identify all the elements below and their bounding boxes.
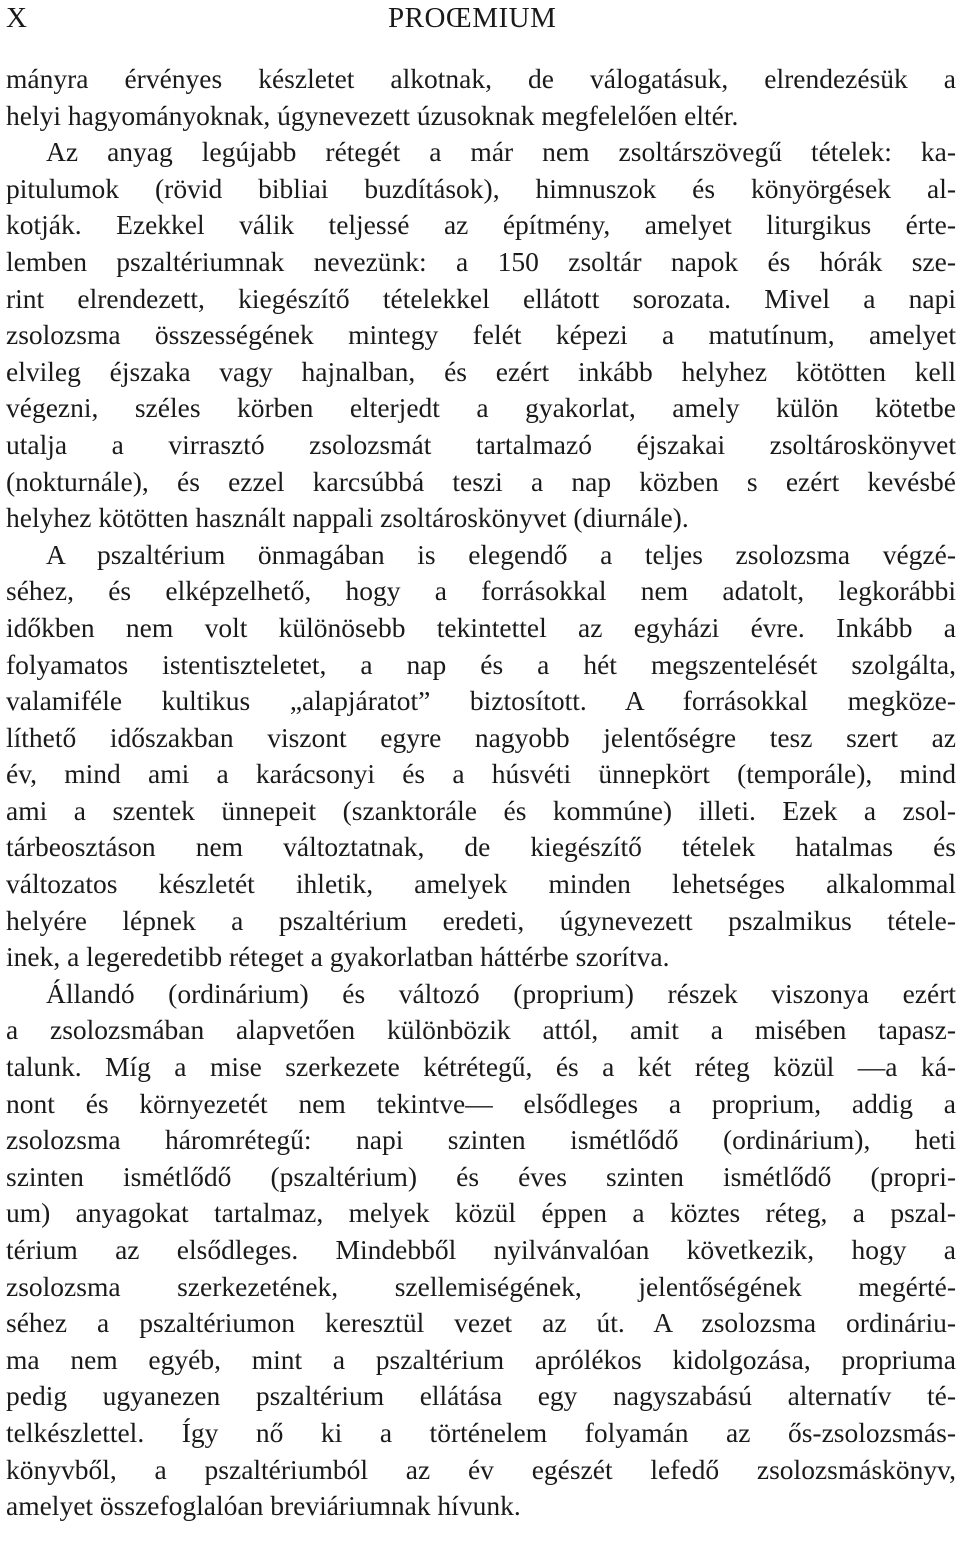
text-line: elvileg éjszaka vagy hajnalban, és ezért inkább helyhez kötötten kell xyxy=(6,355,956,387)
text-line: változatos készletét ihletik, amelyek minden lehetséges alkalommal xyxy=(6,868,956,900)
text-line: végezni, széles körben elterjedt a gyakorlat, amely külön kötetbe xyxy=(6,392,956,424)
text-line: a zsolozsmában alapvetően különbözik attól, amit a misében tapasz- xyxy=(6,1014,956,1046)
text-line: inek, a legeredetibb réteget a gyakorlatban háttérbe szorítva. xyxy=(6,941,670,973)
text-line: amelyet összefoglalóan breviáriumnak hívunk. xyxy=(6,1490,521,1522)
text-line: kotják. Ezekkel válik teljessé az építmény, amelyet liturgikus érte- xyxy=(6,209,956,241)
text-line: (nokturnále), és ezzel karcsúbbá teszi a nap közben s ezért kevésbé xyxy=(6,465,956,497)
text-line: folyamatos istentiszteletet, a nap és a hét megszentelését szolgálta, xyxy=(6,648,956,680)
text-line: valamiféle kultikus „alapjáratot” biztosított. A forrásokkal megköze- xyxy=(6,685,956,717)
text-line: séhez a pszaltériumon keresztül vezet az út. A zsolozsma ordináriu- xyxy=(6,1307,956,1339)
text-line: pitulumok (rövid bibliai buzdítások), himnuszok és könyörgések al- xyxy=(6,172,956,204)
text-line: helyi hagyományoknak, úgynevezett úzusoknak megfelelően eltér. xyxy=(6,99,739,131)
text-line-paragraph-start: Állandó (ordinárium) és változó (proprium) részek viszonya ezért xyxy=(46,977,956,1009)
text-line: helyhez kötötten használt nappali zsoltároskönyvet (diurnále). xyxy=(6,502,689,534)
running-title: PROŒMIUM xyxy=(388,2,557,34)
text-line: zsolozsma szerkezetének, szellemiségének, jelentőségének megérté- xyxy=(6,1270,956,1302)
text-line: térium az elsődleges. Mindebből nyilvánvalóan következik, hogy a xyxy=(6,1234,956,1265)
text-line: zsolozsma háromrétegű: napi szinten ismétlődő (ordinárium), heti xyxy=(6,1124,956,1156)
text-line: utalja a virrasztó zsolozsmát tartalmazó éjszakai zsoltároskönyvet xyxy=(6,428,956,460)
text-line: zsolozsma összességének mintegy felét képezi a matutínum, amelyet xyxy=(6,319,956,351)
text-line: év, mind ami a karácsonyi és a húsvéti ünnepkört (temporále), mind xyxy=(6,758,956,790)
text-line: telkészlettel. Így nő ki a történelem folyamán az ős-zsolozsmás- xyxy=(6,1416,956,1448)
text-line: ma nem egyéb, mint a pszaltérium aprólékos kidolgozása, propriuma xyxy=(6,1343,956,1375)
text-line: talunk. Míg a mise szerkezete kétrétegű, és a két réteg közül —a ká- xyxy=(6,1051,956,1083)
text-line: rint elrendezett, kiegészítő tételekkel ellátott sorozata. Mivel a napi xyxy=(6,282,956,314)
text-line: könyvből, a pszaltériumból az év egészét lefedő zsolozsmáskönyv, xyxy=(6,1453,956,1485)
body-text xyxy=(6,61,956,1525)
text-line: időkben nem volt különösebb tekintettel az egyházi évre. Inkább a xyxy=(6,611,956,643)
text-line: szinten ismétlődő (pszaltérium) és éves szinten ismétlődő (propri- xyxy=(6,1160,956,1192)
page-number: X xyxy=(6,2,28,34)
text-line: um) anyagokat tartalmaz, melyek közül éppen a köztes réteg, a pszal- xyxy=(6,1197,956,1229)
text-line-paragraph-start: Az anyag legújabb rétegét a már nem zsoltárszövegű tételek: ka- xyxy=(46,136,956,168)
running-head xyxy=(6,0,954,36)
text-line: tárbeosztáson nem változtatnak, de kiegészítő tételek hatalmas és xyxy=(6,831,956,863)
text-line: ami a szentek ünnepeit (szanktorále és kommúne) illeti. Ezek a zsol- xyxy=(6,794,956,826)
text-line: lemben pszaltériumnak nevezünk: a 150 zsoltár napok és hórák sze- xyxy=(6,245,956,277)
text-line: mányra érvényes készletet alkotnak, de válogatásuk, elrendezésük a xyxy=(6,63,956,94)
text-line: séhez, és elképzelhető, hogy a forrásokkal nem adatolt, legkorábbi xyxy=(6,575,956,607)
text-line: nont és környezetét nem tekintve— elsődleges a proprium, addig a xyxy=(6,1087,956,1119)
text-line: líthető időszakban viszont egyre nagyobb jelentőségre tesz szert az xyxy=(6,721,956,753)
text-line: helyére lépnek a pszaltérium eredeti, úgynevezett pszalmikus tétele- xyxy=(6,904,956,936)
text-line: pedig ugyanezen pszaltérium ellátása egy nagyszabású alternatív té- xyxy=(6,1380,956,1412)
text-line-paragraph-start: A pszaltérium önmagában is elegendő a teljes zsolozsma végzé- xyxy=(46,538,956,570)
